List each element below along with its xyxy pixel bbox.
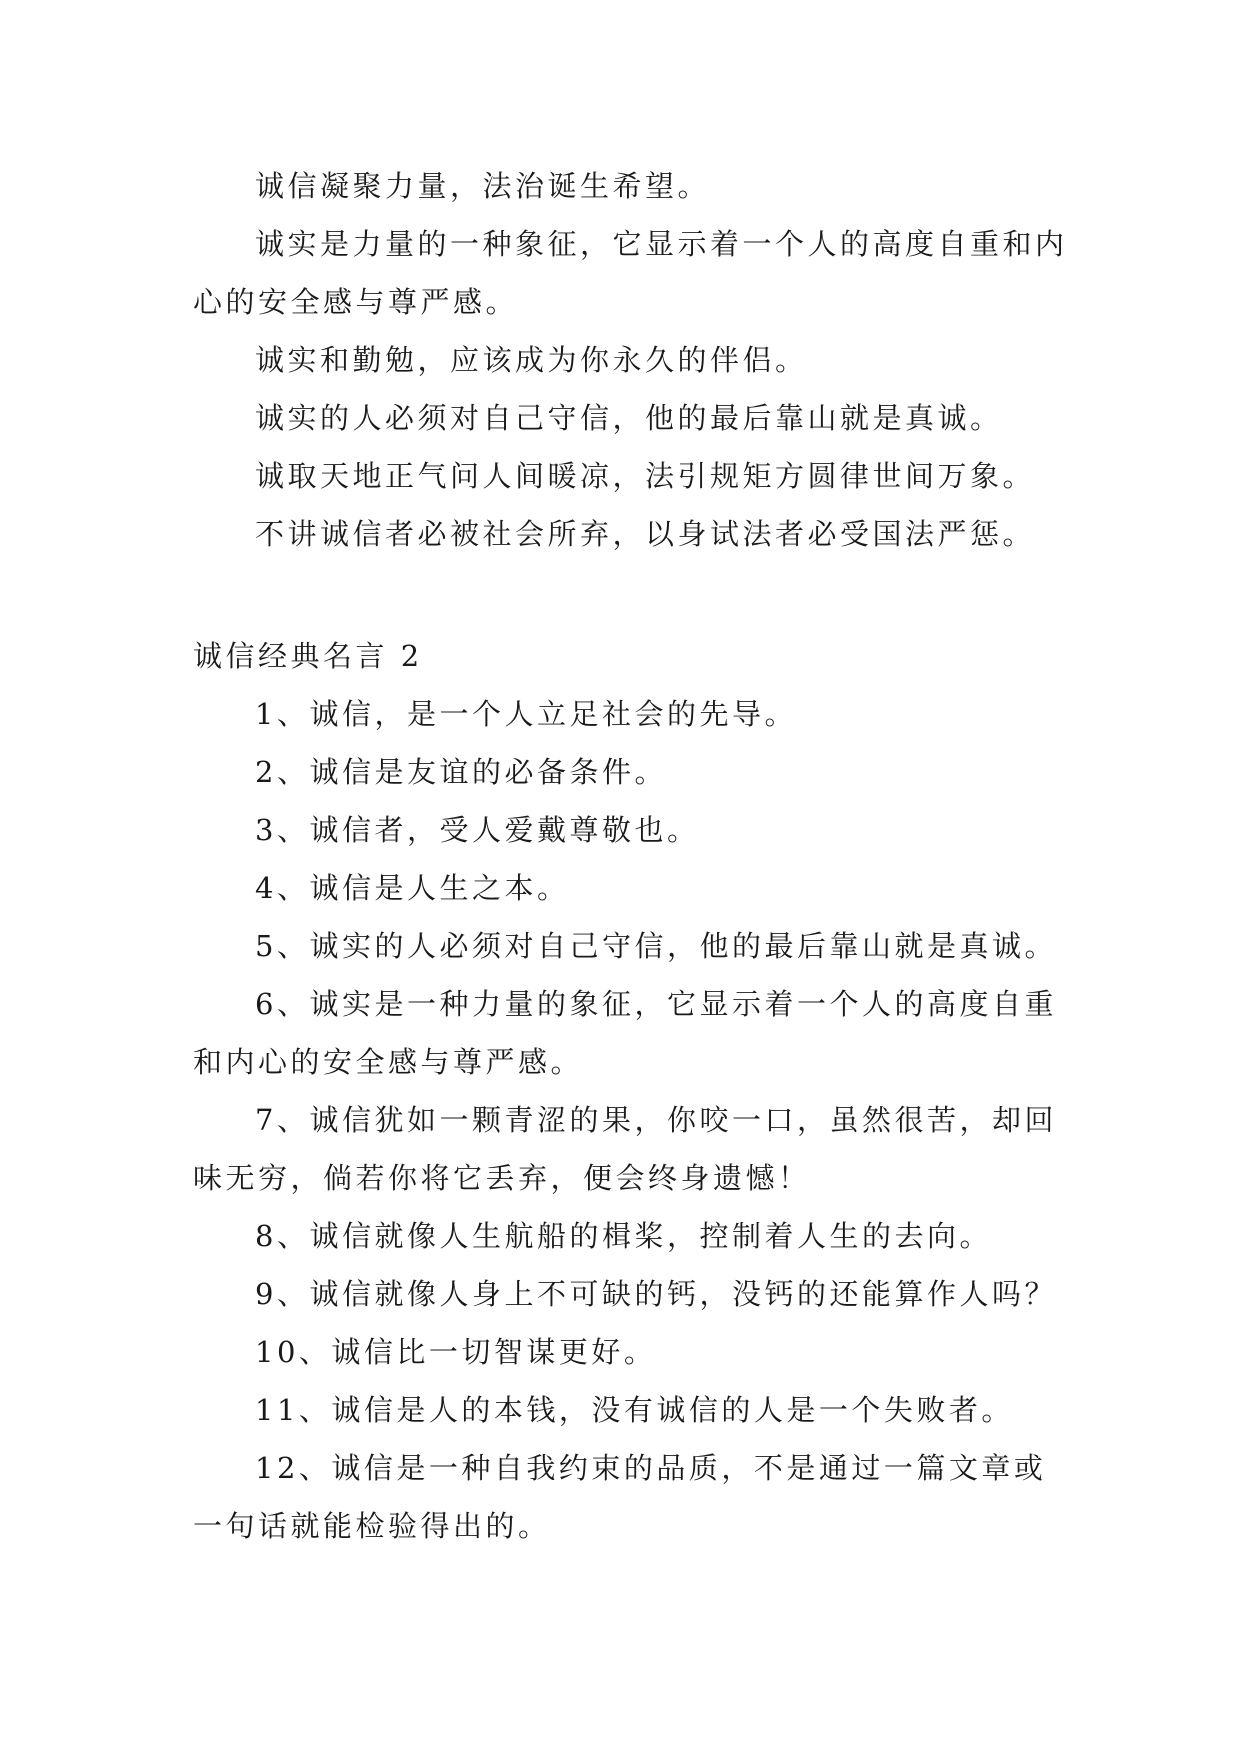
quotes-section-2	[193, 627, 1073, 1555]
list-item: 7、诚信犹如一颗青涩的果，你咬一口，虽然很苦，却回味无穷，倘若你将它丢弃，便会终身遗憾！	[193, 1103, 1057, 1195]
list-item: 3、诚信者，受人爱戴尊敬也。	[255, 813, 700, 847]
list-item: 2、诚信是友谊的必备条件。	[255, 755, 667, 789]
section-heading: 诚信经典名言 2	[193, 639, 423, 673]
paragraph: 诚实是力量的一种象征，它显示着一个人的高度自重和内心的安全感与尊严感。	[193, 227, 1068, 319]
list-item: 10、诚信比一切智谋更好。	[255, 1335, 657, 1369]
paragraph: 不讲诚信者必被社会所弃，以身试法者必受国法严惩。	[255, 517, 1036, 551]
quotes-section-1	[193, 157, 1073, 563]
list-item: 8、诚信就像人生航船的楫桨，控制着人生的去向。	[255, 1219, 992, 1253]
paragraph: 诚实的人必须对自己守信，他的最后靠山就是真诚。	[255, 401, 1003, 435]
paragraph: 诚信凝聚力量，法治诞生希望。	[255, 169, 711, 203]
paragraph: 诚取天地正气问人间暖凉，法引规矩方圆律世间万象。	[255, 459, 1036, 493]
list-item: 5、诚实的人必须对自己守信，他的最后靠山就是真诚。	[255, 929, 1057, 963]
list-item: 9、诚信就像人身上不可缺的钙，没钙的还能算作人吗？	[255, 1277, 1057, 1311]
list-item: 4、诚信是人生之本。	[255, 871, 570, 905]
list-item: 6、诚实是一种力量的象征，它显示着一个人的高度自重和内心的安全感与尊严感。	[193, 987, 1057, 1079]
list-item: 11、诚信是人的本钱，没有诚信的人是一个失败者。	[255, 1393, 1014, 1427]
list-item: 12、诚信是一种自我约束的品质，不是通过一篇文章或一句话就能检验得出的。	[193, 1451, 1047, 1543]
paragraph: 诚实和勤勉，应该成为你永久的伴侣。	[255, 343, 808, 377]
list-item: 1、诚信，是一个人立足社会的先导。	[255, 697, 797, 731]
